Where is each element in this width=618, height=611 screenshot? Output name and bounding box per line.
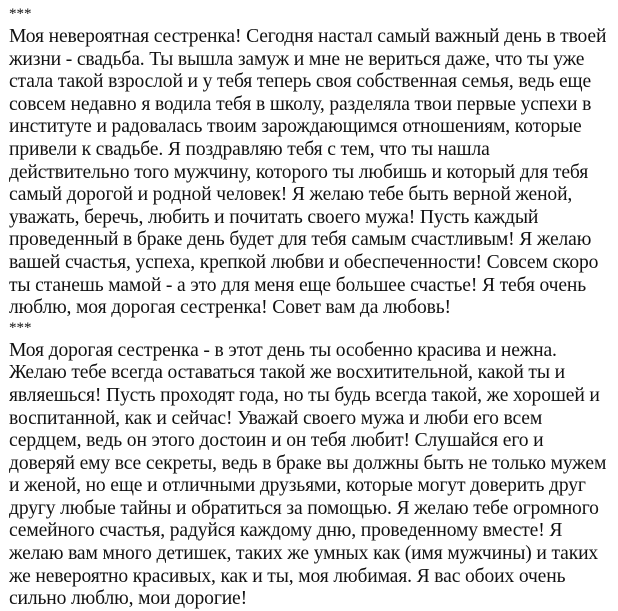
- text-line: Моя невероятная сестренка! Сегодня настал самый важный день в твоей: [9, 26, 607, 47]
- text-line: институте и радовалась твоим зарождающимся отношениям, которые: [9, 116, 582, 138]
- text-line: сильно люблю, мои дорогие!: [9, 588, 247, 610]
- text-line: действительно того мужчину, которого ты любишь и который для тебя: [9, 161, 589, 183]
- text-line: совсем недавно я водила тебя в школу, разделяла твои первые успехи в: [9, 93, 592, 115]
- text-line: жизни - свадьба. Ты вышла замуж и мне не вериться даже, что ты уже: [9, 48, 585, 70]
- section-separator: ***: [9, 319, 32, 336]
- text-line: проведенный в браке день будет для тебя самым счастливым! Я желаю: [9, 229, 592, 251]
- text-line: Желаю тебе всегда оставаться такой же восхитительной, какой ты и: [9, 362, 565, 384]
- greeting-paragraph-2: [9, 340, 614, 611]
- section-separator: ***: [9, 6, 32, 22]
- text-line: стала такой взрослой и у тебя теперь своя собственная семья, ведь еще: [9, 71, 592, 93]
- text-line: ты станешь мамой - а это для меня еще большее счастье! Я тебя очень: [9, 274, 587, 296]
- text-line: Моя дорогая сестренка - в этот день ты особенно красива и нежна.: [9, 339, 557, 361]
- text-line: доверяй ему все секреты, ведь в браке вы должны быть не только мужем: [9, 452, 607, 474]
- greeting-paragraph-1: [9, 26, 614, 320]
- text-line: являешься! Пусть проходят года, но ты будь всегда такой, же хорошей и: [9, 384, 600, 406]
- text-line: семейного счастья, радуйся каждому дню, проведенному вместе! Я: [9, 520, 563, 542]
- text-line: сердцем, ведь он этого достоин и он тебя любит! Слушайся его и: [9, 430, 544, 452]
- text-line: желаю вам много детишек, таких же умных как (имя мужчины) и таких: [9, 543, 599, 565]
- text-line: и женой, но еще и отличными друзьями, которые могут доверить друг: [9, 475, 586, 497]
- text-line: уважать, беречь, любить и почитать своего мужа! Пусть каждый: [9, 206, 539, 228]
- text-line: вашей счастья, успеха, крепкой любви и обеспеченности! Совсем скоро: [9, 251, 599, 273]
- text-line: другу любые тайны и обратиться за помощью. Я желаю тебе огромного: [9, 497, 599, 519]
- text-line: самый дорогой и родной человек! Я желаю тебе быть верной женой,: [9, 184, 573, 206]
- text-line: же невероятно красивых, как и ты, моя любимая. Я вас обоих очень: [9, 565, 566, 587]
- text-line: воспитанной, как и сейчас! Уважай своего мужа и люби его всем: [9, 407, 543, 429]
- text-line: люблю, моя дорогая сестренка! Совет вам да любовь!: [9, 297, 451, 319]
- text-line: привели к свадьбе. Я поздравляю тебя с тем, что ты нашла: [9, 138, 490, 160]
